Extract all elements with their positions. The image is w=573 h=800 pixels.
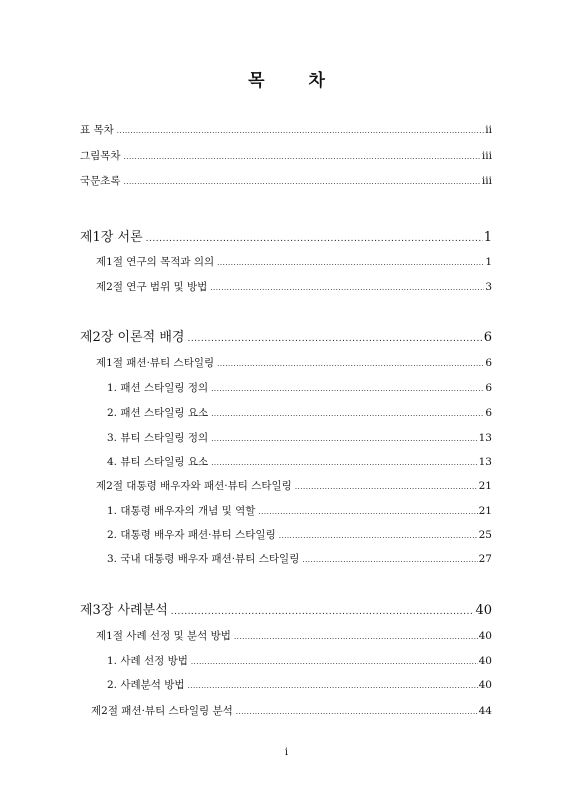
toc-section-2-1[interactable] bbox=[96, 355, 492, 370]
toc-entry-label: 1. 사례 선정 방법 bbox=[107, 655, 188, 667]
toc-entry-label: 4. 뷰티 스타일링 요소 bbox=[107, 456, 209, 468]
toc-entry-label: 제1절 연구의 목적과 의의 bbox=[96, 256, 215, 268]
toc-entry-page: 13 bbox=[478, 432, 492, 444]
toc-entry-figure-list[interactable] bbox=[80, 148, 492, 163]
toc-item-2-1-2[interactable] bbox=[107, 405, 492, 420]
dot-leader bbox=[124, 153, 481, 161]
toc-entry-page: 13 bbox=[478, 456, 492, 468]
toc-title-part2: 차 bbox=[308, 71, 325, 91]
toc-entry-page: 1 bbox=[485, 256, 492, 268]
toc-entry-label: 그림목차 bbox=[80, 150, 121, 162]
toc-entry-page: 40 bbox=[478, 679, 492, 691]
page-number: i bbox=[284, 747, 289, 758]
dot-leader bbox=[236, 708, 478, 716]
dot-leader bbox=[211, 435, 477, 443]
toc-entry-page: iii bbox=[481, 175, 492, 187]
dot-leader bbox=[171, 607, 475, 617]
dot-leader bbox=[295, 483, 478, 491]
toc-entry-label: 2. 사례분석 방법 bbox=[107, 679, 185, 691]
toc-entry-page: 40 bbox=[478, 655, 492, 667]
toc-entry-label: 제1장 서론 bbox=[80, 230, 143, 245]
toc-entry-page: 40 bbox=[475, 603, 492, 618]
toc-item-2-2-1[interactable] bbox=[107, 503, 492, 518]
toc-entry-page: 6 bbox=[485, 357, 492, 369]
dot-leader bbox=[258, 508, 477, 516]
dot-leader bbox=[234, 633, 478, 641]
toc-entry-page: 6 bbox=[485, 382, 492, 394]
toc-entry-label: 제2절 패션·뷰티 스타일링 분석 bbox=[91, 705, 233, 717]
toc-item-3-1-2[interactable] bbox=[107, 677, 492, 692]
toc-item-2-2-3[interactable] bbox=[107, 551, 492, 566]
toc-section-1-2[interactable] bbox=[96, 279, 492, 294]
dot-leader bbox=[211, 385, 484, 393]
toc-entry-page: ii bbox=[485, 124, 492, 136]
toc-item-2-1-1[interactable] bbox=[107, 380, 492, 395]
toc-item-2-2-2[interactable] bbox=[107, 527, 492, 542]
toc-section-3-1[interactable] bbox=[96, 628, 492, 643]
toc-entry-page: 1 bbox=[483, 230, 492, 245]
toc-item-3-1-1[interactable] bbox=[107, 653, 492, 668]
toc-entry-label: 제2장 이론적 배경 bbox=[80, 330, 185, 345]
toc-entry-table-list[interactable] bbox=[80, 122, 492, 137]
toc-chapter-3[interactable] bbox=[80, 599, 492, 618]
dot-leader bbox=[217, 259, 484, 267]
toc-entry-page: 6 bbox=[483, 330, 492, 345]
toc-entry-page: iii bbox=[481, 150, 492, 162]
dot-leader bbox=[124, 178, 481, 186]
toc-entry-label: 제1절 패션·뷰티 스타일링 bbox=[96, 357, 215, 369]
toc-entry-korean-abstract[interactable] bbox=[80, 173, 492, 188]
dot-leader bbox=[211, 410, 484, 418]
toc-entry-page: 25 bbox=[478, 529, 492, 541]
dot-leader bbox=[191, 658, 478, 666]
dot-leader bbox=[210, 284, 484, 292]
toc-entry-label: 1. 대통령 배우자의 개념 및 역할 bbox=[107, 505, 256, 517]
toc-entry-label: 1. 패션 스타일링 정의 bbox=[107, 382, 209, 394]
toc-entry-label: 제2절 대통령 배우자와 패션·뷰티 스타일링 bbox=[96, 480, 292, 492]
toc-entry-label: 3. 국내 대통령 배우자 패션·뷰티 스타일링 bbox=[107, 553, 300, 565]
dot-leader bbox=[187, 334, 482, 344]
dot-leader bbox=[117, 127, 485, 135]
toc-entry-page: 27 bbox=[478, 553, 492, 565]
dot-leader bbox=[146, 234, 483, 244]
dot-leader bbox=[302, 556, 477, 564]
toc-entry-page: 6 bbox=[485, 407, 492, 419]
toc-entry-label: 2. 패션 스타일링 요소 bbox=[107, 407, 209, 419]
dot-leader bbox=[279, 532, 478, 540]
dot-leader bbox=[217, 360, 484, 368]
toc-entry-label: 제2절 연구 범위 및 방법 bbox=[96, 281, 208, 293]
toc-entry-page: 44 bbox=[478, 705, 492, 717]
toc-title bbox=[0, 66, 573, 91]
toc-title-part1: 목 bbox=[248, 71, 265, 91]
toc-entry-label: 표 목차 bbox=[80, 124, 114, 136]
toc-entry-page: 3 bbox=[485, 281, 492, 293]
toc-entry-page: 21 bbox=[478, 480, 492, 492]
toc-entry-page: 40 bbox=[478, 630, 492, 642]
toc-section-3-2[interactable] bbox=[91, 703, 492, 718]
dot-leader bbox=[188, 682, 478, 690]
toc-entry-label: 3. 뷰티 스타일링 정의 bbox=[107, 432, 209, 444]
toc-entry-label: 제1절 사례 선정 및 분석 방법 bbox=[96, 630, 231, 642]
toc-entry-label: 국문초록 bbox=[80, 175, 121, 187]
toc-entry-label: 제3장 사례분석 bbox=[80, 603, 168, 618]
toc-item-2-1-3[interactable] bbox=[107, 430, 492, 445]
toc-entry-page: 21 bbox=[478, 505, 492, 517]
toc-entry-label: 2. 대통령 배우자 패션·뷰티 스타일링 bbox=[107, 529, 276, 541]
toc-section-1-1[interactable] bbox=[96, 254, 492, 269]
toc-item-2-1-4[interactable] bbox=[107, 454, 492, 469]
toc-chapter-2[interactable] bbox=[80, 326, 492, 345]
toc-section-2-2[interactable] bbox=[96, 478, 492, 493]
toc-chapter-1[interactable] bbox=[80, 226, 492, 245]
dot-leader bbox=[211, 459, 477, 467]
